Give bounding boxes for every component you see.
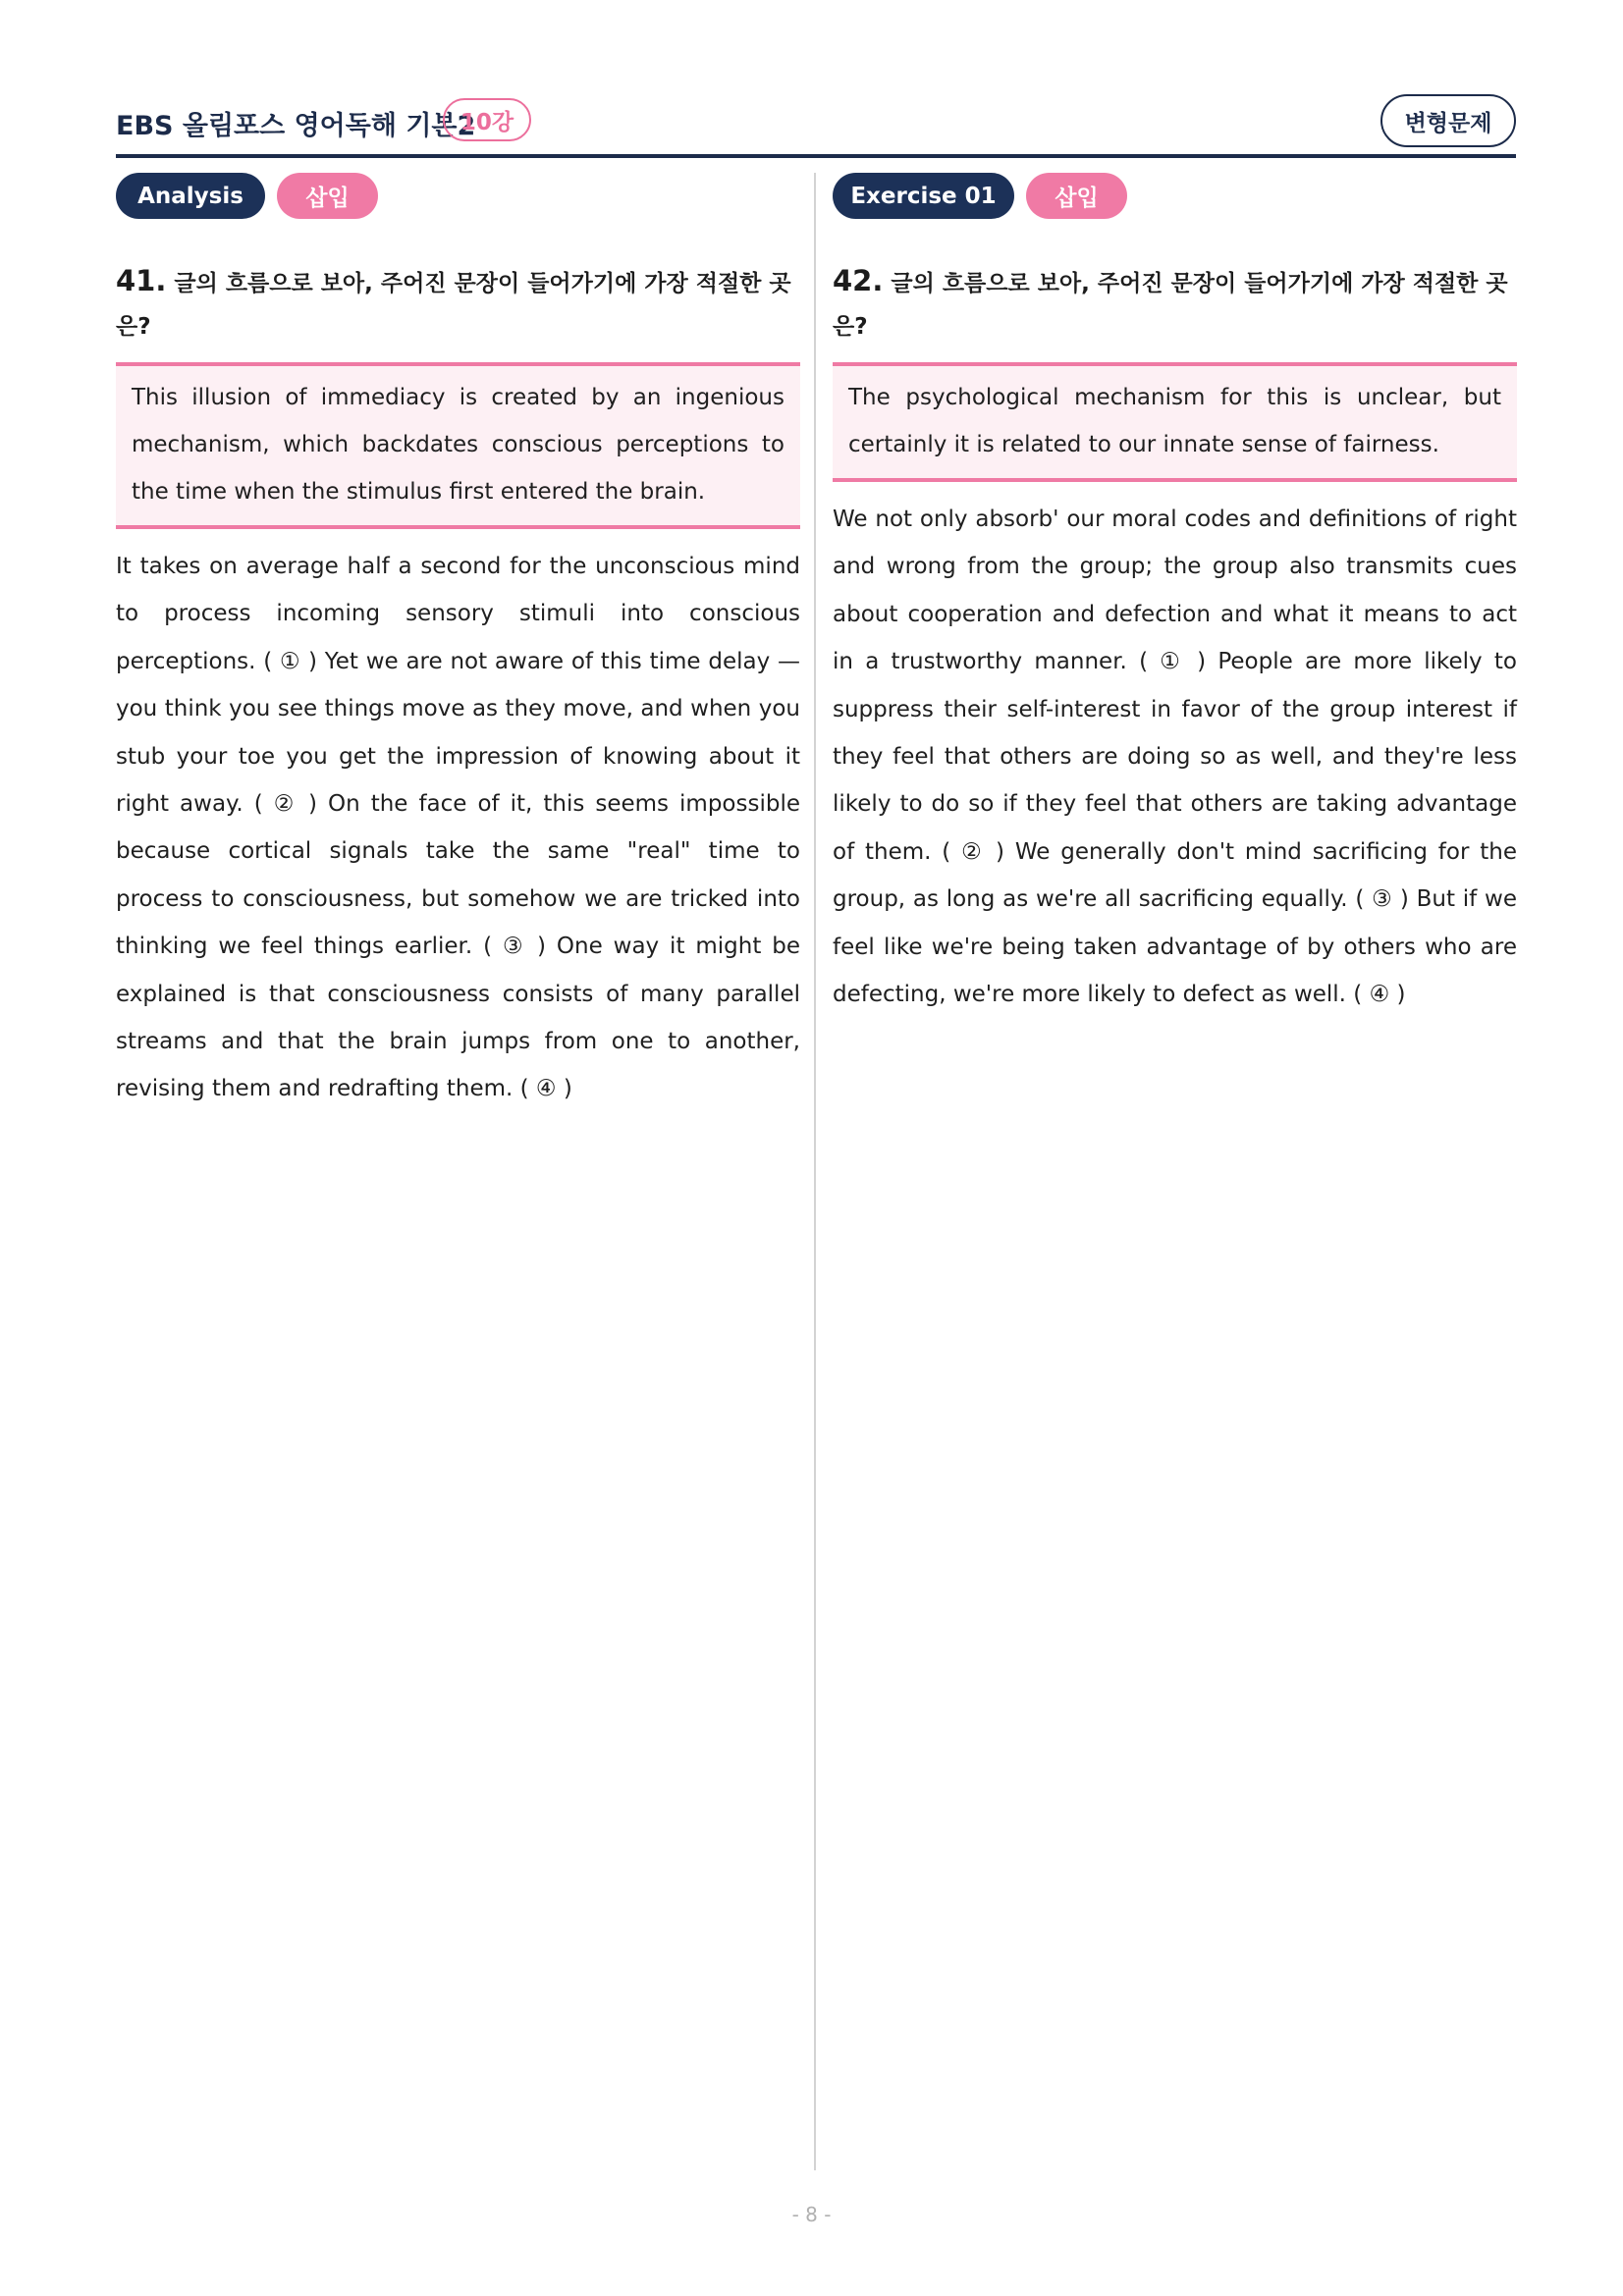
question-42-column (833, 173, 1517, 1018)
lesson-badge: 10강 (443, 98, 531, 141)
page-number: - 8 - (791, 2203, 832, 2226)
given-sentence-box (833, 362, 1517, 482)
given-sentence: This illusion of immediacy is created by an ingenious mechanism, which backdates conscious perceptions to the time when the stimulus first entered the brain. (132, 385, 784, 505)
category-tag-insert: 삽입 (277, 173, 378, 219)
tag-row (833, 173, 1517, 222)
passage-text: We not only absorb' our moral codes and definitions of right and wrong from the group; the group also transmits cues about cooperation and defection and what it means to act in a trustworthy manner. ( ① ) People are more likely to suppress their self-interest in favor of the group interest if they feel that others are doing so as well, and they're less likely to do so if they feel that others are taking advantage of them. ( ② ) We generally don't mind sacrificing for the group, as long as we're all sacrificing equally. ( ③ ) But if we feel like we're being taken advantage of by others who are defecting, we're more likely to defect as well. ( ④ ) (833, 507, 1517, 1008)
column-divider (814, 173, 816, 2170)
section-tag-analysis: Analysis (116, 173, 265, 219)
category-tag-insert: 삽입 (1026, 173, 1127, 219)
book-title: EBS 올림포스 영어독해 기본2 (116, 111, 476, 141)
question-text: 글의 흐름으로 보아, 주어진 문장이 들어가기에 가장 적절한 곳은? (833, 271, 1508, 340)
question-41-column (116, 173, 800, 1113)
tag-row (116, 173, 800, 222)
section-tag-exercise: Exercise 01 (833, 173, 1014, 219)
question-number: 42. (833, 264, 884, 297)
given-sentence-box (116, 362, 800, 529)
question-number: 41. (116, 264, 167, 297)
given-sentence: The psychological mechanism for this is unclear, but certainly it is related to our innate sense of fairness. (848, 385, 1501, 457)
question-prompt (833, 259, 1517, 348)
passage-text: It takes on average half a second for the unconscious mind to process incoming sensory stimuli into conscious perceptions. ( ① ) Yet we are not aware of this time delay — you think you see things move as they move, and when you stub your toe you get the impression of knowing about it right away. ( ② ) On the face of it, this seems impossible because cortical signals take the same "real" time to process to consciousness, but somehow we are tricked into thinking we feel things earlier. ( ③ ) One way it might be explained is that consciousness consists of many parallel streams and that the brain jumps from one to another, revising them and redrafting them. ( ④ ) (116, 554, 800, 1102)
question-prompt (116, 259, 800, 348)
header-divider (116, 154, 1516, 158)
question-text: 글의 흐름으로 보아, 주어진 문장이 들어가기에 가장 적절한 곳은? (116, 271, 791, 340)
page-header (116, 94, 1516, 157)
problem-type-badge: 변형문제 (1380, 94, 1516, 147)
